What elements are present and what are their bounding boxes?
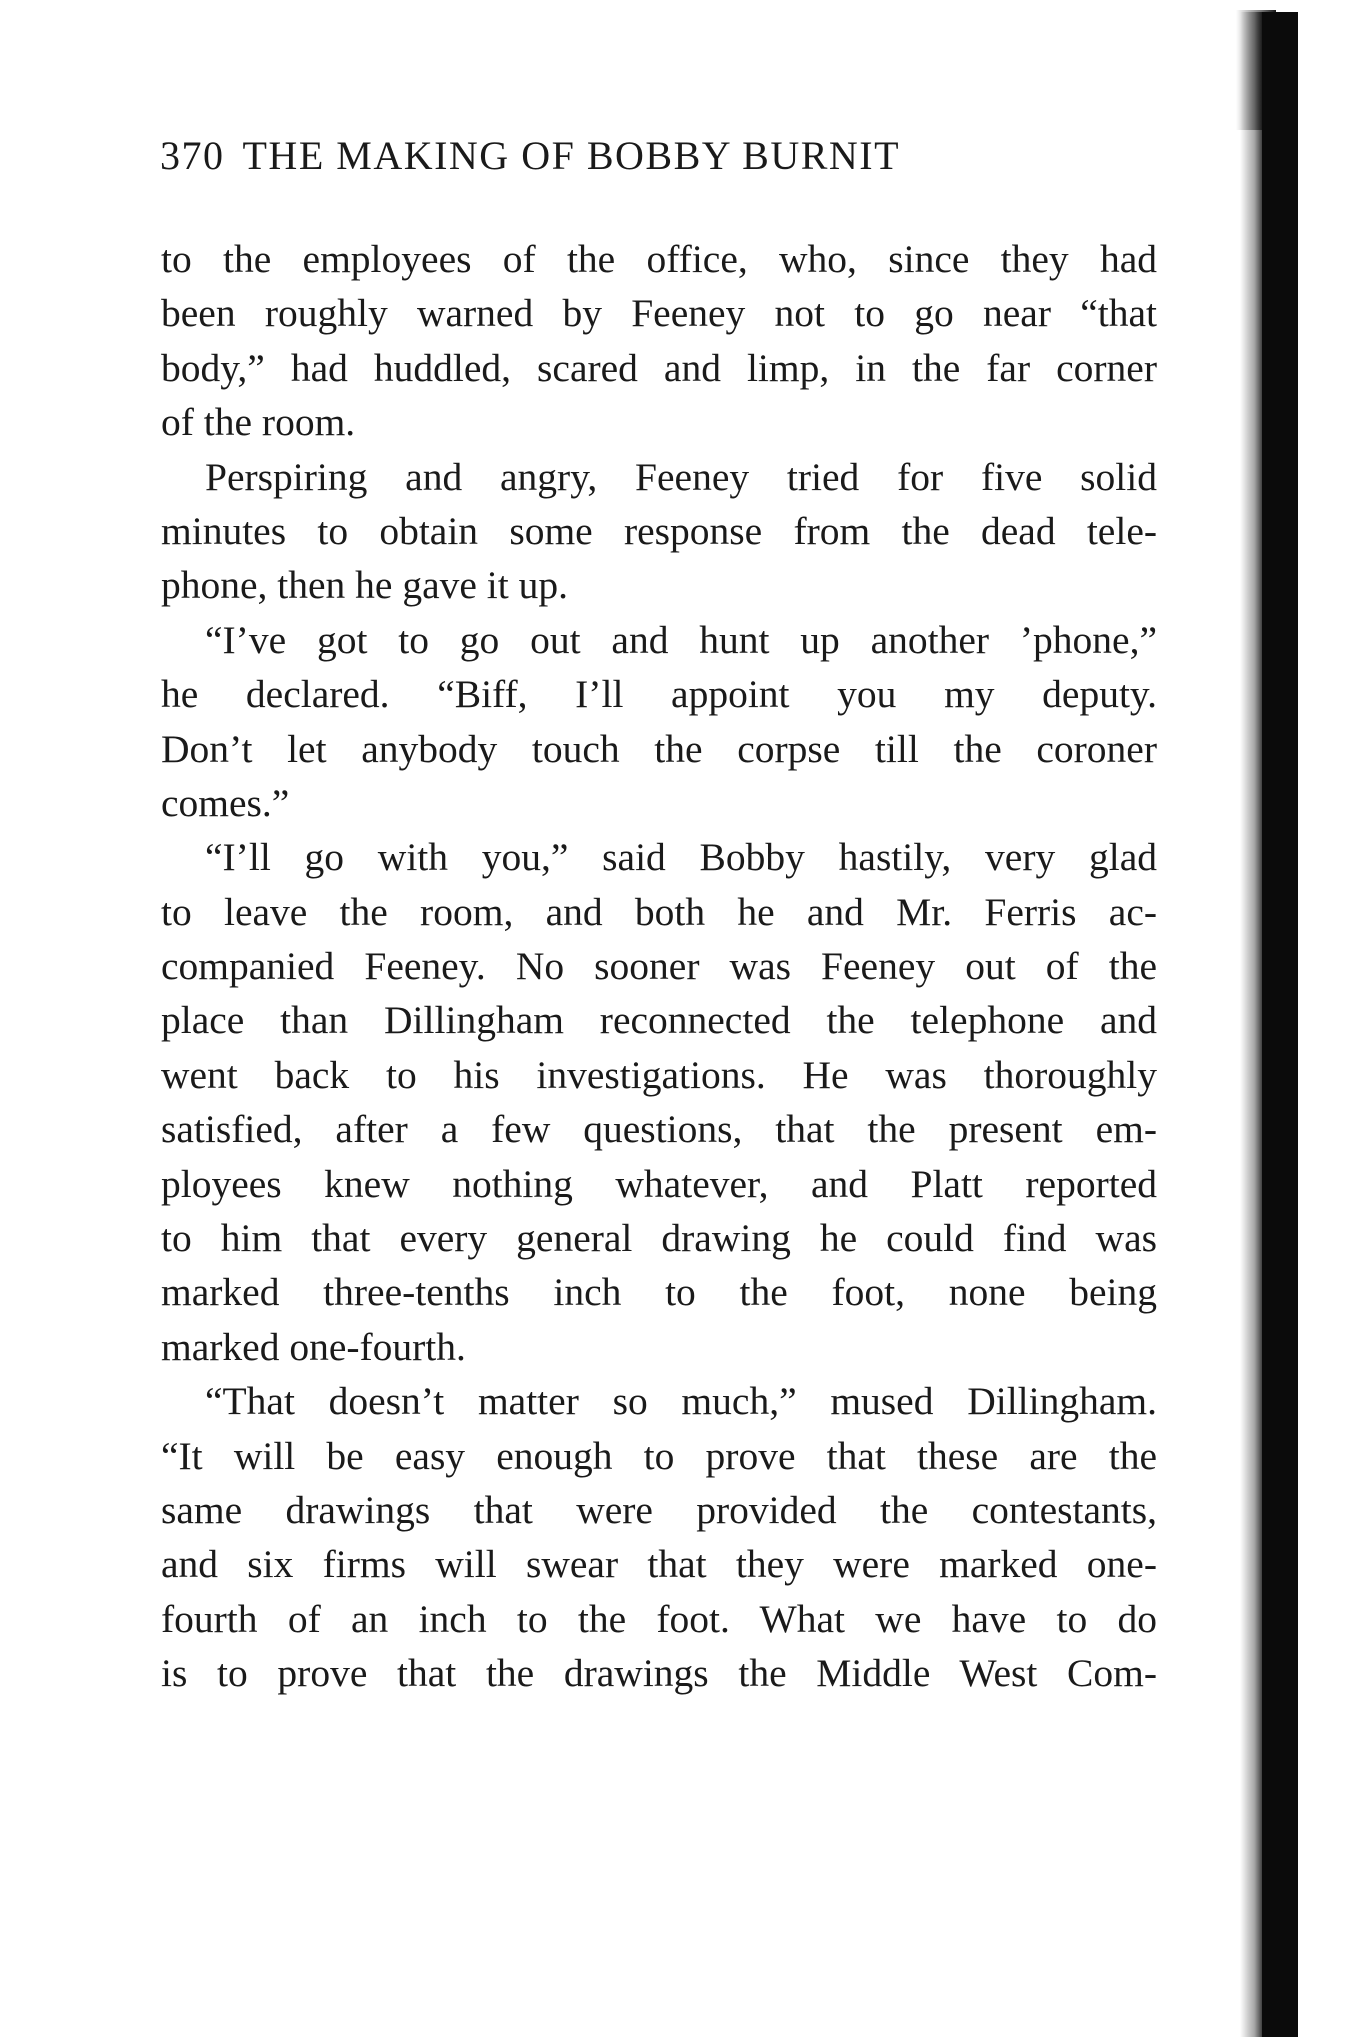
binding-shadow bbox=[1240, 12, 1264, 2037]
text-line: to leave the room, and both he and Mr. Ferris ac- bbox=[161, 889, 1157, 934]
text-line: been roughly warned by Feeney not to go near “that bbox=[161, 291, 1157, 336]
text-line: satisfied, after a few questions, that the present em- bbox=[161, 1107, 1157, 1152]
text-line: place than Dillingham reconnected the telephone and bbox=[161, 998, 1157, 1043]
text-line: same drawings that were provided the contestants, bbox=[161, 1487, 1157, 1532]
page-edge-bar bbox=[1262, 12, 1298, 2037]
text-line: he declared. “Biff, I’ll appoint you my deputy. bbox=[161, 672, 1157, 717]
paragraph bbox=[161, 450, 1157, 613]
text-line: Don’t let anybody touch the corpse till the coroner bbox=[161, 726, 1157, 771]
paragraph bbox=[161, 232, 1157, 450]
text-line: Perspiring and angry, Feeney tried for five solid bbox=[205, 454, 1157, 499]
paragraph bbox=[161, 1374, 1157, 1700]
text-line: is to prove that the drawings the Middle West Com- bbox=[161, 1651, 1157, 1696]
text-line: and six firms will swear that they were marked one- bbox=[161, 1542, 1157, 1587]
text-line: “I’ll go with you,” said Bobby hastily, very glad bbox=[205, 835, 1157, 880]
text-line: companied Feeney. No sooner was Feeney out of the bbox=[161, 944, 1157, 989]
text-line: ployees knew nothing whatever, and Platt reported bbox=[161, 1161, 1157, 1206]
text-line: marked one-fourth. bbox=[161, 1324, 466, 1369]
text-line: marked three-tenths inch to the foot, none being bbox=[161, 1270, 1157, 1315]
text-line: fourth of an inch to the foot. What we have to do bbox=[161, 1596, 1157, 1641]
text-line: to him that every general drawing he could find was bbox=[161, 1216, 1157, 1261]
text-line: body,” had huddled, scared and limp, in the far corner bbox=[161, 345, 1157, 390]
text-line: “It will be easy enough to prove that these are the bbox=[161, 1433, 1157, 1478]
running-header bbox=[160, 132, 1160, 192]
page-number: 370 bbox=[160, 133, 225, 178]
text-line: phone, then he gave it up. bbox=[161, 563, 568, 608]
text-line: “That doesn’t matter so much,” mused Dillingham. bbox=[205, 1379, 1157, 1424]
text-line: comes.” bbox=[161, 780, 290, 825]
paragraph bbox=[161, 830, 1157, 1374]
text-line: went back to his investigations. He was thoroughly bbox=[161, 1052, 1157, 1097]
text-line: “I’ve got to go out and hunt up another ’phone,” bbox=[205, 617, 1157, 662]
running-title: THE MAKING OF BOBBY BURNIT bbox=[242, 133, 901, 178]
body-text bbox=[161, 232, 1157, 1701]
text-line: minutes to obtain some response from the dead tele- bbox=[161, 508, 1157, 553]
text-line: of the room. bbox=[161, 400, 356, 445]
text-line: to the employees of the office, who, since they had bbox=[161, 237, 1157, 281]
paragraph bbox=[161, 613, 1157, 831]
